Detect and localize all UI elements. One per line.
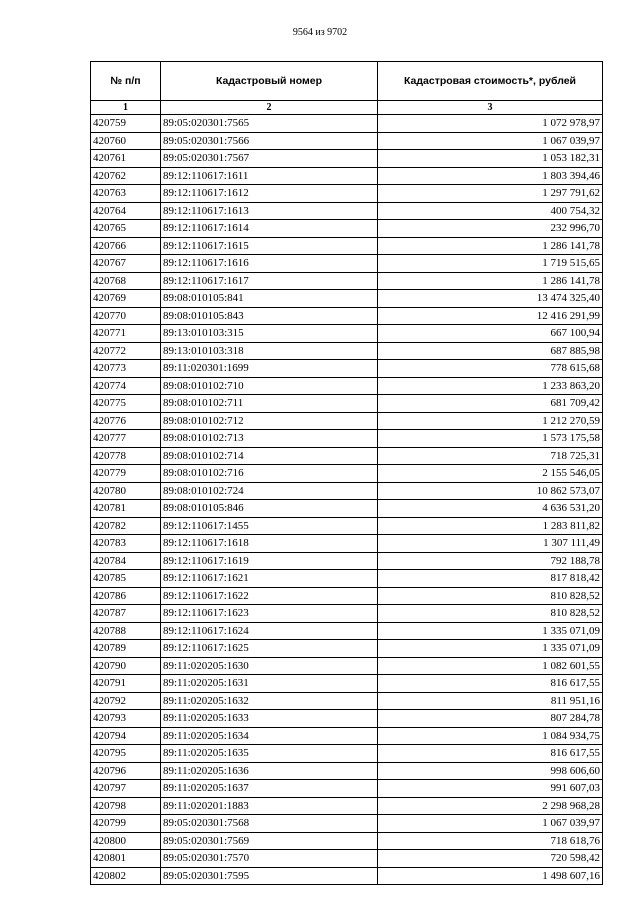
cadastral-number: 89:13:010103:315	[161, 325, 378, 343]
row-number: 420794	[91, 727, 161, 745]
row-number: 420762	[91, 167, 161, 185]
row-number: 420796	[91, 762, 161, 780]
cadastral-value: 1 082 601,55	[378, 657, 603, 675]
table-row	[91, 342, 603, 360]
cadastral-number: 89:11:020201:1883	[161, 797, 378, 815]
cadastral-number: 89:05:020301:7569	[161, 832, 378, 850]
cadastral-number: 89:11:020205:1635	[161, 745, 378, 763]
cadastral-number: 89:05:020301:7566	[161, 132, 378, 150]
row-number: 420788	[91, 622, 161, 640]
row-number: 420791	[91, 675, 161, 693]
column-number: 2	[161, 101, 378, 115]
cadastral-number: 89:08:010102:714	[161, 447, 378, 465]
cadastral-number: 89:11:020205:1633	[161, 710, 378, 728]
row-number: 420768	[91, 272, 161, 290]
cadastral-number: 89:12:110617:1624	[161, 622, 378, 640]
row-number: 420801	[91, 850, 161, 868]
header-number: № п/п	[91, 62, 161, 101]
table-row	[91, 605, 603, 623]
cadastral-number: 89:12:110617:1615	[161, 237, 378, 255]
cadastral-number: 89:12:110617:1617	[161, 272, 378, 290]
cadastral-value: 681 709,42	[378, 395, 603, 413]
cadastral-value: 1 335 071,09	[378, 640, 603, 658]
table-row	[91, 797, 603, 815]
table-row	[91, 132, 603, 150]
row-number: 420790	[91, 657, 161, 675]
row-number: 420780	[91, 482, 161, 500]
table-row	[91, 727, 603, 745]
row-number: 420772	[91, 342, 161, 360]
row-number: 420771	[91, 325, 161, 343]
cadastral-number: 89:11:020205:1637	[161, 780, 378, 798]
cadastral-number: 89:12:110617:1455	[161, 517, 378, 535]
cadastral-value: 1 084 934,75	[378, 727, 603, 745]
table-row	[91, 202, 603, 220]
row-number: 420797	[91, 780, 161, 798]
cadastral-table	[90, 61, 603, 885]
row-number: 420770	[91, 307, 161, 325]
table-row	[91, 832, 603, 850]
header-cadastral-number: Кадастровый номер	[161, 62, 378, 101]
row-number: 420776	[91, 412, 161, 430]
cadastral-value: 807 284,78	[378, 710, 603, 728]
cadastral-value: 4 636 531,20	[378, 500, 603, 518]
cadastral-value: 1 283 811,82	[378, 517, 603, 535]
row-number: 420800	[91, 832, 161, 850]
cadastral-value: 687 885,98	[378, 342, 603, 360]
row-number: 420779	[91, 465, 161, 483]
cadastral-value: 2 155 546,05	[378, 465, 603, 483]
cadastral-number: 89:12:110617:1623	[161, 605, 378, 623]
cadastral-number: 89:11:020205:1630	[161, 657, 378, 675]
table-row	[91, 447, 603, 465]
column-number: 1	[91, 101, 161, 115]
cadastral-number: 89:08:010105:843	[161, 307, 378, 325]
table-row	[91, 395, 603, 413]
cadastral-value: 1 286 141,78	[378, 237, 603, 255]
cadastral-number: 89:08:010102:724	[161, 482, 378, 500]
table-row	[91, 360, 603, 378]
table-row	[91, 535, 603, 553]
cadastral-number: 89:11:020301:1699	[161, 360, 378, 378]
cadastral-value: 12 416 291,99	[378, 307, 603, 325]
row-number: 420799	[91, 815, 161, 833]
cadastral-value: 810 828,52	[378, 605, 603, 623]
cadastral-value: 1 212 270,59	[378, 412, 603, 430]
cadastral-value: 1 498 607,16	[378, 867, 603, 885]
cadastral-number: 89:11:020205:1636	[161, 762, 378, 780]
cadastral-number: 89:12:110617:1625	[161, 640, 378, 658]
table-row	[91, 185, 603, 203]
row-number: 420760	[91, 132, 161, 150]
table-row	[91, 255, 603, 273]
cadastral-number: 89:11:020205:1631	[161, 675, 378, 693]
row-number: 420777	[91, 430, 161, 448]
cadastral-number: 89:08:010102:711	[161, 395, 378, 413]
table-row	[91, 500, 603, 518]
table-row	[91, 325, 603, 343]
cadastral-value: 816 617,55	[378, 745, 603, 763]
table-row	[91, 552, 603, 570]
cadastral-value: 1 067 039,97	[378, 132, 603, 150]
table-row	[91, 640, 603, 658]
row-number: 420786	[91, 587, 161, 605]
cadastral-value: 400 754,32	[378, 202, 603, 220]
cadastral-number: 89:11:020205:1632	[161, 692, 378, 710]
cadastral-value: 1 067 039,97	[378, 815, 603, 833]
cadastral-number: 89:08:010105:846	[161, 500, 378, 518]
table-row	[91, 220, 603, 238]
table-row	[91, 745, 603, 763]
table-row	[91, 517, 603, 535]
cadastral-value: 1 573 175,58	[378, 430, 603, 448]
cadastral-number: 89:08:010102:710	[161, 377, 378, 395]
header-cadastral-value: Кадастровая стоимость*, рублей	[378, 62, 603, 101]
cadastral-value: 232 996,70	[378, 220, 603, 238]
row-number: 420778	[91, 447, 161, 465]
cadastral-value: 817 818,42	[378, 570, 603, 588]
row-number: 420781	[91, 500, 161, 518]
cadastral-value: 13 474 325,40	[378, 290, 603, 308]
table-row	[91, 587, 603, 605]
cadastral-value: 718 618,76	[378, 832, 603, 850]
table-row	[91, 570, 603, 588]
row-number: 420798	[91, 797, 161, 815]
row-number: 420766	[91, 237, 161, 255]
row-number: 420783	[91, 535, 161, 553]
table-row	[91, 657, 603, 675]
cadastral-number: 89:05:020301:7567	[161, 150, 378, 168]
row-number: 420759	[91, 115, 161, 133]
cadastral-value: 1 053 182,31	[378, 150, 603, 168]
cadastral-value: 1 335 071,09	[378, 622, 603, 640]
cadastral-value: 810 828,52	[378, 587, 603, 605]
cadastral-number: 89:13:010103:318	[161, 342, 378, 360]
cadastral-number: 89:08:010102:713	[161, 430, 378, 448]
cadastral-number: 89:05:020301:7595	[161, 867, 378, 885]
cadastral-value: 1 297 791,62	[378, 185, 603, 203]
column-number: 3	[378, 101, 603, 115]
cadastral-number: 89:12:110617:1621	[161, 570, 378, 588]
table-row	[91, 465, 603, 483]
row-number: 420764	[91, 202, 161, 220]
cadastral-value: 667 100,94	[378, 325, 603, 343]
row-number: 420782	[91, 517, 161, 535]
page-header: 9564 из 9702	[292, 27, 348, 38]
cadastral-number: 89:12:110617:1618	[161, 535, 378, 553]
cadastral-number: 89:12:110617:1616	[161, 255, 378, 273]
cadastral-number: 89:05:020301:7565	[161, 115, 378, 133]
table-row	[91, 815, 603, 833]
table-row	[91, 692, 603, 710]
cadastral-number: 89:12:110617:1614	[161, 220, 378, 238]
row-number: 420769	[91, 290, 161, 308]
cadastral-value: 1 072 978,97	[378, 115, 603, 133]
row-number: 420765	[91, 220, 161, 238]
cadastral-value: 998 606,60	[378, 762, 603, 780]
row-number: 420761	[91, 150, 161, 168]
cadastral-value: 991 607,03	[378, 780, 603, 798]
cadastral-value: 792 188,78	[378, 552, 603, 570]
table-row	[91, 290, 603, 308]
row-number: 420774	[91, 377, 161, 395]
cadastral-value: 2 298 968,28	[378, 797, 603, 815]
cadastral-number: 89:12:110617:1622	[161, 587, 378, 605]
row-number: 420802	[91, 867, 161, 885]
table-row	[91, 762, 603, 780]
cadastral-value: 718 725,31	[378, 447, 603, 465]
table-row	[91, 867, 603, 885]
row-number: 420792	[91, 692, 161, 710]
cadastral-value: 10 862 573,07	[378, 482, 603, 500]
cadastral-value: 1 286 141,78	[378, 272, 603, 290]
cadastral-number: 89:12:110617:1619	[161, 552, 378, 570]
row-number: 420775	[91, 395, 161, 413]
cadastral-value: 1 307 111,49	[378, 535, 603, 553]
cadastral-number: 89:08:010102:716	[161, 465, 378, 483]
cadastral-value: 720 598,42	[378, 850, 603, 868]
row-number: 420785	[91, 570, 161, 588]
cadastral-number: 89:05:020301:7570	[161, 850, 378, 868]
cadastral-value: 1 803 394,46	[378, 167, 603, 185]
cadastral-number: 89:05:020301:7568	[161, 815, 378, 833]
row-number: 420787	[91, 605, 161, 623]
table-row	[91, 482, 603, 500]
row-number: 420789	[91, 640, 161, 658]
row-number: 420773	[91, 360, 161, 378]
table-row	[91, 272, 603, 290]
row-number: 420793	[91, 710, 161, 728]
table-row	[91, 622, 603, 640]
cadastral-value: 778 615,68	[378, 360, 603, 378]
column-number-row	[91, 101, 603, 115]
row-number: 420784	[91, 552, 161, 570]
cadastral-number: 89:11:020205:1634	[161, 727, 378, 745]
table-row	[91, 115, 603, 133]
cadastral-value: 811 951,16	[378, 692, 603, 710]
cadastral-number: 89:12:110617:1613	[161, 202, 378, 220]
cadastral-number: 89:12:110617:1611	[161, 167, 378, 185]
table-row	[91, 412, 603, 430]
table-row	[91, 150, 603, 168]
cadastral-number: 89:12:110617:1612	[161, 185, 378, 203]
cadastral-number: 89:08:010102:712	[161, 412, 378, 430]
table-row	[91, 377, 603, 395]
table-row	[91, 780, 603, 798]
row-number: 420767	[91, 255, 161, 273]
table-row	[91, 675, 603, 693]
table-row	[91, 237, 603, 255]
table-row	[91, 430, 603, 448]
table-row	[91, 850, 603, 868]
table-header-row	[91, 62, 603, 101]
cadastral-value: 1 719 515,65	[378, 255, 603, 273]
cadastral-value: 816 617,55	[378, 675, 603, 693]
table-body	[91, 115, 603, 885]
cadastral-value: 1 233 863,20	[378, 377, 603, 395]
cadastral-number: 89:08:010105:841	[161, 290, 378, 308]
row-number: 420763	[91, 185, 161, 203]
table-row	[91, 167, 603, 185]
table-row	[91, 710, 603, 728]
table-row	[91, 307, 603, 325]
row-number: 420795	[91, 745, 161, 763]
